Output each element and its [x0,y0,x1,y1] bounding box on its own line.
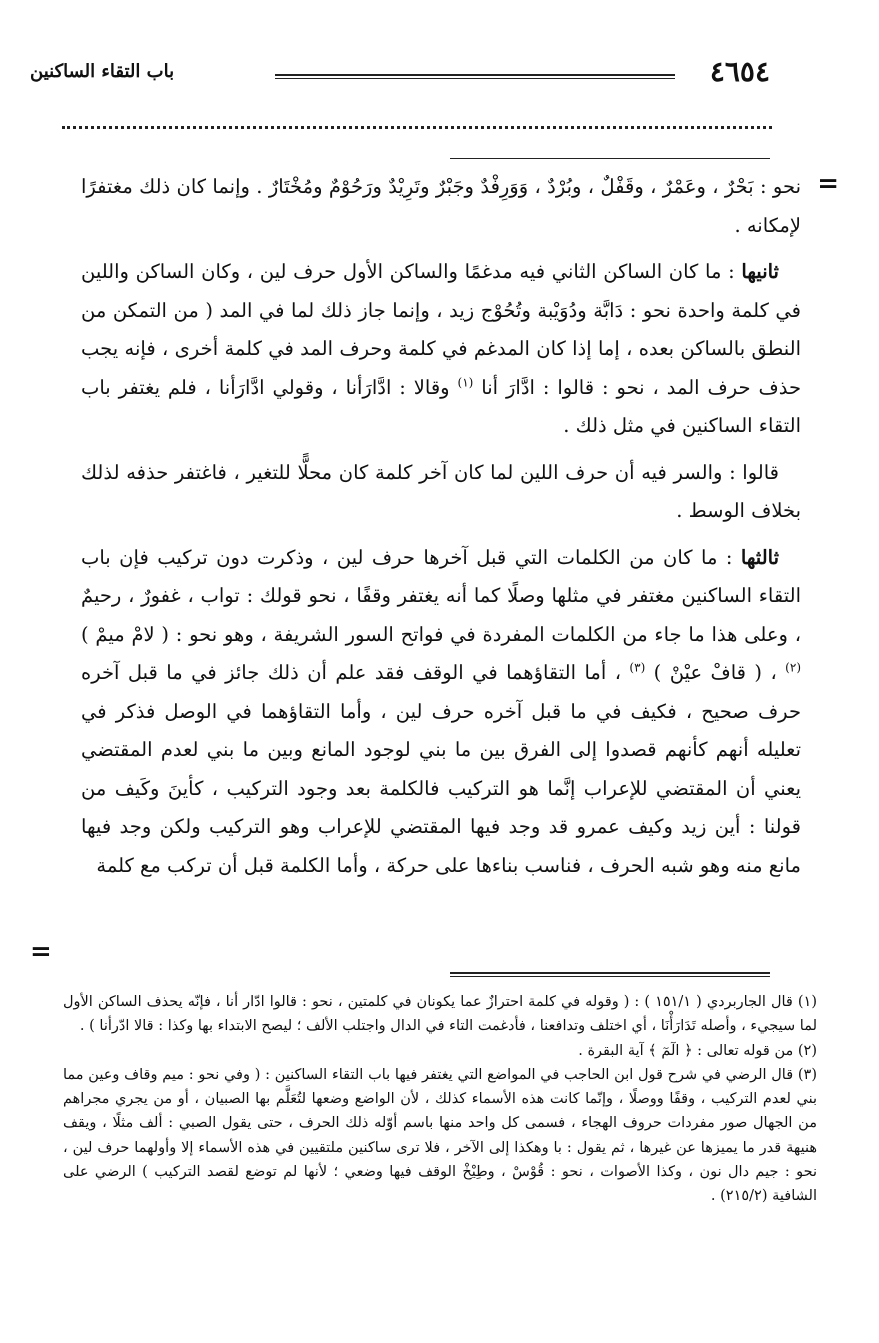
footnote-ref-2[interactable]: (٢) [785,660,801,675]
paragraph-2-text-a: : ما كان الساكن الثاني فيه مدغمًا والساكن الأول حرف لين ، وكان الساكن واللين في كلمة واحدة نحو : دَابَّة ودُوَيْبة وتُحُوْج زيد ، وإنما جاز ذلك لما في المد ( من التمكن من النطق بالساكن بعده ، إما إذا كان المدغم في كلمة وحرف المد في كلمة أخرى ، فإنه يجب حذف حرف المد ، نحو : قالوا : ادَّارَ أنا [81,260,801,399]
section-rule [450,158,770,159]
paragraph-2-text-b: وقالا : ادَّارَأنا ، وقولي ادَّارَأنا ، فلم يغتفر باب التقاء الساكنين في مثل ذلك . [81,375,801,437]
paragraph-2-lead: ثانيها [741,260,779,283]
header-rule [275,74,675,79]
running-title: باب التقاء الساكنين [30,61,175,82]
footnotes [63,990,817,1209]
paragraph-4-lead: ثالثها [740,545,779,569]
footnote-3: (٣) قال الرضي في شرح قول ابن الحاجب في المواضع التي يغتفر فيها باب التقاء الساكنين : ( وفي نحو : ميم وقاف وعين مما بني لعدم التركيب ، وقفًا ووصلًا ، وإنّما كانت هذه الأسماء كذلك ، لأن الواضع وضعها لتُعَلَّم بها الصبيان ، أو من يجري مجراهم من الجهال صور مفردات حروف الهجاء ، فسمى كل واحد منها باسم أوّله ذلك الحرف ، حتى يقول الصبي : ألف مثلًا ، ويقف هنيهة قدر ما يميزها عن غيرها ، ثم يقول : با وهكذا إلى الآخر ، فلا ترى ساكنين ملتقيين في هذه الأسماء إلا وأولهما حرف لين ، نحو : جيم دال نون ، وكذا الأصوات ، نحو : قُوْسْ ، وطِيْخْ الوقف فيها وضعي ؛ لأنها لم توضع لقصد التركيب ) الرضي على الشافية (٢١٥/٢) . [63,1066,817,1205]
page-header [30,52,770,102]
paragraph-3: قالوا : والسر فيه أن حرف اللين لما كان آخر كلمة كان محلًّا للتغير ، فاغتفر حذفه لذلك بخلاف الوسط . [81,460,801,522]
continuation-mark-bottom: = [30,937,52,967]
footnote-rule [450,972,770,977]
dotted-separator [62,126,772,129]
page-number: ٤٦٥٤ [709,55,770,88]
main-text [81,168,801,893]
paragraph-1: نحو : بَحْرٌ ، وعَمْرٌ ، وقَفْلٌ ، وبُرْدٌ ، وَوَرِفْدٌ وجَبْرٌ وتَرِيْدٌ ورَحُوْمٌ ومُخْتَارٌ . وإنما كان ذلك مغتفرًا لإمكانه . [81,175,801,237]
footnote-ref-3[interactable]: (٣) [629,660,646,675]
footnote-ref-1[interactable]: (١) [457,375,474,389]
paragraph-4-text-c: ، أما التقاؤهما في الوقف فقد علم أن ذلك جائز في ما قبل آخره حرف صحيح ، فكيف في ما قبل آخره حرف لين ، وأما التقاؤهما في الوصل فذكر في تعليله أنهم كأنهم قصدوا إلى الفرق بين ما بني لوجود المانع وبين ما بني لعدم المقتضي يعني أن المقتضي للإعراب إنَّما هو التركيب فالكلمة بعد وجود التركيب ، كأينَ وكَيف من قولنا : أين زيد وكيف عمرو قد وجد فيها المقتضي للإعراب وهو التركيب ولكن وجد فيها مانع منه وهو شبه الحرف ، فناسب بناءها على حركة ، وأما الكلمة قبل أن تركب مع كلمة [81,661,801,877]
footnote-1: (١) قال الجاربردي ( ١٥١/١ ) : ( وقوله في كلمة احترازٌ عما يكونان في كلمتين ، نحو : قالوا ادّار أنا ، فإنّه يحذف الساكن الأول لما سيجيء ، وأصله تَدَارَأْنَا ، أي اختلف وتدافعنا ، فأدغمت التاء في الدال واجتلب الألف ؛ ليصح الابتداء بها وكذا : قالا ادّرأنا ) . [63,994,817,1035]
paragraph-4-text-a: : ما كان من الكلمات التي قبل آخرها حرف لين ، وذكرت دون تركيب فإن باب التقاء الساكنين مغتفر في مثلها وصلًا كما أنه يغتفر وقفًا ، نحو قولك : تواب ، غفورٌ ، رحيمٌ ، وعلى هذا ما جاء من الكلمات المفردة في فواتح السور الشريفة ، وهو نحو : ( لامْ ميمْ ) [81,545,801,646]
paragraph-4-text-b: ، ( قافْ عيْنْ ) [645,661,786,684]
paragraph-2 [81,253,801,446]
continuation-mark-top: = [817,169,839,199]
footnote-2: (٢) من قوله تعالى : ﴿ الٓمٓ ﴾ آية البقرة . [578,1042,817,1059]
paragraph-4 [81,539,801,886]
